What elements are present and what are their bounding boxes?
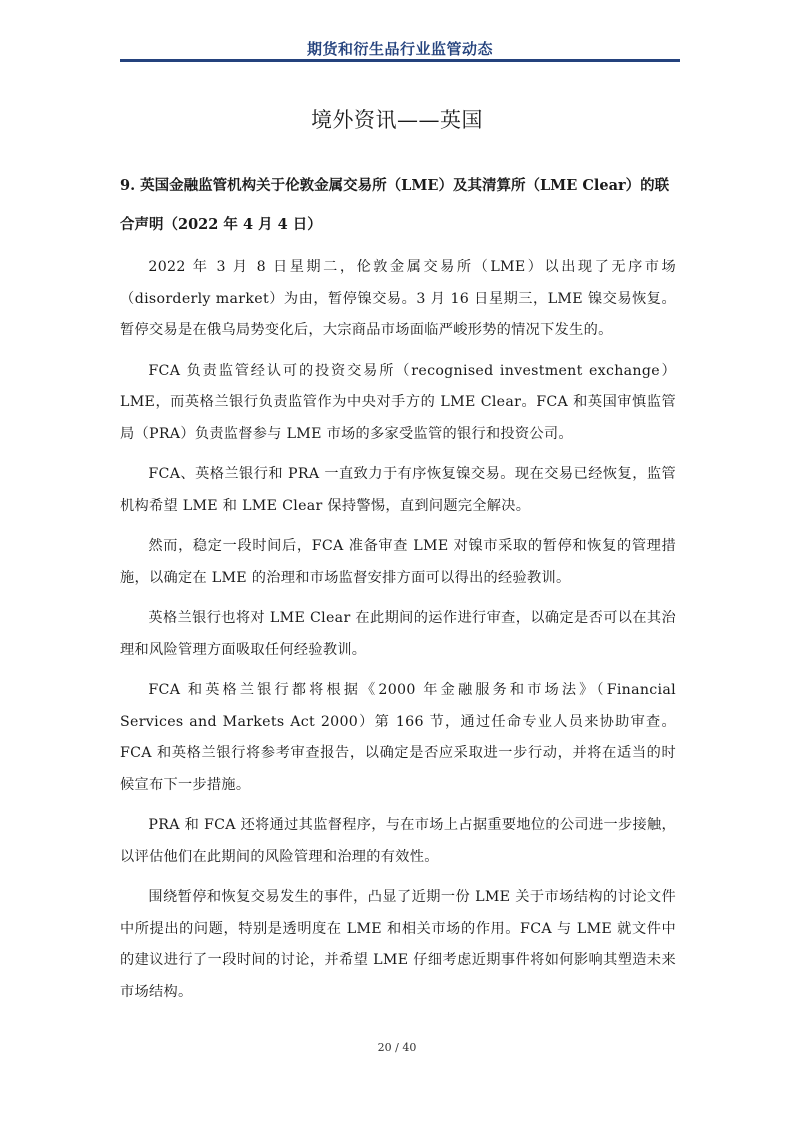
article-title: 9. 英国金融监管机构关于伦敦金属交易所（LME）及其清算所（LME Clear）的联合声明（2022 年 4 月 4 日） (120, 177, 670, 233)
running-header-title: 期货和衍生品行业监管动态 (306, 40, 493, 58)
page-number: 20 / 40 (377, 1041, 417, 1054)
paragraph-8: 围绕暂停和恢复交易发生的事件，凸显了近期一份 LME 关于市场结构的讨论文件中所提出的问题，特别是透明度在 LME 和相关市场的作用。FCA 与 LME 就文件中的建议进行了一段时间的讨论，并希望 LME 仔细考虑近期事件将如何影响其塑造未来市场结构。 (120, 889, 676, 1000)
paragraph-1: 2022 年 3 月 8 日星期二，伦敦金属交易所（LME）以出现了无序市场（disorderly market）为由，暂停镍交易。3 月 16 日星期三，LME 镍交易恢复。暂停交易是在俄乌局势变化后，大宗商品市场面临严峻形势的情况下发生的。 (120, 259, 676, 338)
article-body (120, 252, 676, 1017)
section-heading: 境外资讯——英国 (311, 108, 483, 132)
paragraph-4: 然而，稳定一段时间后，FCA 准备审查 LME 对镍市采取的暂停和恢复的管理措施，以确定在 LME 的治理和市场监督安排方面可以得出的经验教训。 (120, 538, 676, 586)
paragraph-5: 英格兰银行也将对 LME Clear 在此期间的运作进行审查，以确定是否可以在其治理和风险管理方面吸取任何经验教训。 (120, 610, 676, 658)
paragraph-3: FCA、英格兰银行和 PRA 一直致力于有序恢复镍交易。现在交易已经恢复，监管机构希望 LME 和 LME Clear 保持警惕，直到问题完全解决。 (120, 466, 676, 514)
paragraph-6: FCA 和英格兰银行都将根据《2000 年金融服务和市场法》（Financial Services and Markets Act 2000）第 166 节，通过任命专业人员来协助审查。FCA 和英格兰银行将参考审查报告，以确定是否应采取进一步行动，并将在适当的时候宣布下一步措施。 (120, 682, 676, 793)
paragraph-7: PRA 和 FCA 还将通过其监督程序，与在市场上占据重要地位的公司进一步接触，以评估他们在此期间的风险管理和治理的有效性。 (120, 817, 676, 865)
paragraph-2: FCA 负责监管经认可的投资交易所（recognised investment exchange）LME，而英格兰银行负责监管作为中央对手方的 LME Clear。FCA 和英国审慎监管局（PRA）负责监督参与 LME 市场的多家受监管的银行和投资公司。 (120, 362, 676, 442)
header-divider (120, 59, 680, 62)
